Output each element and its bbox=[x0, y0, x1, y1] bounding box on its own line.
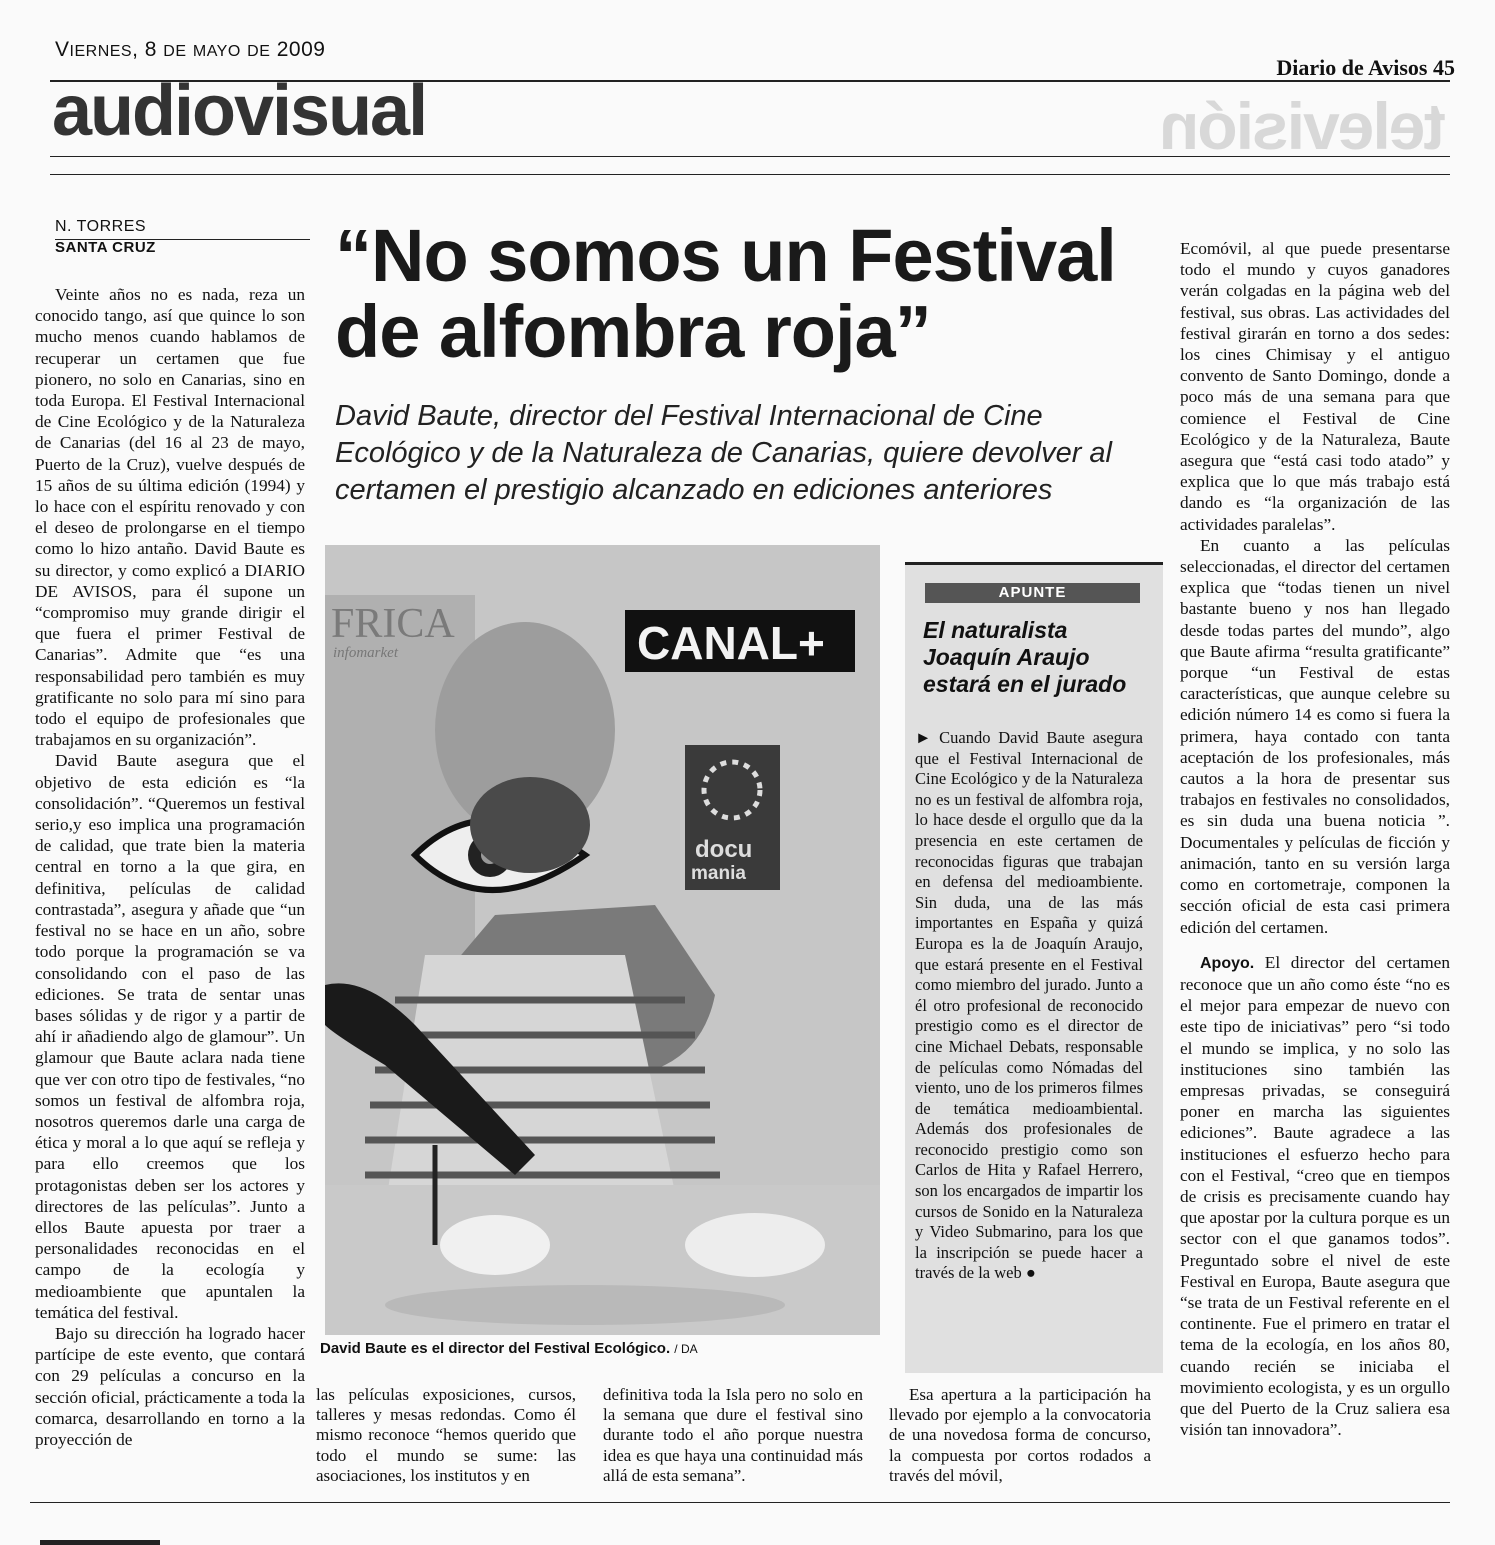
paragraph: Ecomóvil, al que puede presentarse todo el mundo y cuyos ganadores verán colgadas en la página web del festival, sus obras. Las actividades del festival girarán en torno a dos sedes: los cines Chimisay y el antiguo convento de Santo Domingo, donde a poco más de una semana para que comience el Festival de Cine Ecológico y de la Naturaleza, Baute asegura que “está casi todo atado” y explica que lo que más trabajo está dando es “la organización de las actividades paralelas”. bbox=[1180, 239, 1450, 534]
article-column-1 bbox=[35, 284, 305, 1450]
apoyo-text: El director del certamen reconoce que un año como éste “no es el mejor para empezar de nuevo con este tipo de iniciativas” pero “si todo el mundo se implica, y no solo las instituciones sino también las empresas privadas, se conseguirá poner en marcha las siguientes ediciones”. Baute agradece a las instituciones el esfuerzo hecho para con el Festival, “creo que en tiempos de crisis es precisamente cuando hay que apostar por la cultura porque es un sector con el que ganamos todos”. Preguntado sobre el nivel de este Festival en Europa, Baute asegura que “se trata de un Festival referente en el continente. Fue el primero en tratar el tema de la ecología, en los años 80, cuando recién se iniciaba el movimiento ecologista, y es un orgullo que del Puerto de la Cruz saliera esa visión tan innovadora”. bbox=[1180, 952, 1450, 1440]
issue-date: VIERNES, 8 DE MAYO DE 2009 bbox=[55, 38, 326, 61]
photo-brand-africa-sub: infomarket bbox=[333, 645, 398, 661]
section-rule-lower bbox=[50, 174, 1450, 175]
article-bottom-column-1: las películas exposiciones, cursos, talleres y mesas redondas. Como él mismo reconoce “hemos querido que todo el mundo se sume: las asociaciones, los institutos y en bbox=[316, 1385, 576, 1485]
paragraph: En cuanto a las películas seleccionadas, el director del certamen explica que “todas tienen un nivel bastante bueno y nos han llegado desde todas partes del mundo”, algo que Baute afirma “resulta gratificante” porque “un Festival de estas características, que aunque celebre su edición número 14 es como si fuera la primera, haya contado con tanta aceptación de los profesionales, más cautos a la hora de presentar sus trabajos en festivales no consolidados, es sin duda una buena noticia ”. Documentales y películas de ficción y animación, tanto en su versión larga como en cortometraje, componen la sección oficial de esta casi primera edición del certamen. bbox=[1180, 535, 1450, 937]
photo-brand-documania-1: docu bbox=[695, 836, 753, 863]
photo-brand-canal: CANAL+ bbox=[637, 617, 825, 669]
sidebar-tag: APUNTE bbox=[925, 583, 1140, 603]
photo-graphic bbox=[325, 545, 880, 1335]
footer-bar bbox=[40, 1540, 160, 1545]
photo-brand-africa: FRICA bbox=[331, 601, 455, 647]
footer-rule bbox=[30, 1502, 1450, 1503]
photo-david-baute bbox=[325, 545, 880, 1335]
byline-rule bbox=[55, 239, 310, 240]
byline-author: N. TORRES bbox=[55, 218, 147, 235]
article-bottom-column-3: Esa apertura a la participación ha llevado por ejemplo a la convocatoria de una novedosa forma de concurso, la compuesta por cortos rodados a través del móvil, bbox=[889, 1385, 1151, 1485]
photo-credit: / DA bbox=[674, 1342, 698, 1356]
subheadline: David Baute, director del Festival Internacional de Cine Ecológico y de la Naturaleza de Canarias, quiere devolver al certamen el prestigio alcanzado en ediciones anteriores bbox=[335, 400, 1112, 506]
paragraph: David Baute asegura que el objetivo de esta edición es “la consolidación”. “Queremos un festival serio,y eso implica una programación de calidad, que trate bien la materia central en torno a la que gira, en definitiva, películas de calidad contrastada”, asegura y añade que “un festival no se hace en un año, sobre todo porque la programación se va consolidando con el paso de las ediciones. Se trata de sentar unas bases sólidas y de rigor y a partir de ahí ir añadiendo algo de glamour”. Un glamour que Baute aclara nada tiene que ver con otro tipo de festivales, “no somos un festival de alfombra roja, nosotros queremos darle una carga de ética y moral a lo que aquí se refleja y para ello creemos que los protagonistas deben ser los actores y directores de las películas”. Junto a ellos Baute apuesta por traer a personalidades reconocidas en el campo de la ecología y medioambiente que apuntalen la temática del festival. bbox=[35, 751, 305, 1322]
apoyo-label: Apoyo. bbox=[1200, 954, 1255, 972]
sidebar-apunte bbox=[905, 562, 1163, 1373]
section-rule bbox=[50, 156, 1450, 157]
sidebar-body: ► Cuando David Baute asegura que el Festival Internacional de Cine Ecológico y de la Naturaleza no es un festival de alfombra roja, lo hace desde el orgullo que da la presencia en este certamen de reconocidas figuras que trabajan en defensa del medioambiente. Sin duda, una de las más importantes en España y quizá Europa es la de Joaquín Araujo, que estará presente en el Festival como miembro del jurado. Junto a él otro profesional de reconocido prestigio como es el director de cine Michael Debats, responsable de películas como Nómadas del viento, uno de los primeros filmes de temática medioambiental. Además dos profesionales de reconocido prestigio como son Carlos de Hita y Rafael Herrero, son los encargados de impartir los cursos de Sonido en la Naturaleza y Video Submarino, para los que la inscripción se puede hacer a través de la web ● bbox=[915, 728, 1143, 1283]
byline-place: SANTA CRUZ bbox=[55, 239, 156, 256]
headline: “No somos un Festival de alfombra roja” bbox=[335, 214, 1116, 373]
paragraph-apoyo bbox=[1180, 952, 1450, 1441]
article-column-4 bbox=[1180, 238, 1450, 1440]
bleed-through-section-title: televisión bbox=[1160, 89, 1445, 163]
photo-brand-documania-2: mania bbox=[691, 863, 746, 884]
photo-caption: David Baute es el director del Festival Ecológico. / DA bbox=[320, 1340, 698, 1357]
paragraph: Veinte años no es nada, reza un conocido tango, así que quince lo son mucho menos cuando hablamos de recuperar un certamen que fue pionero, no solo en Canarias, sino en toda Europa. El Festival Internacional de Cine Ecológico y de la Naturaleza de Canarias (del 16 al 23 de mayo, Puerto de la Cruz), vuelve después de 15 años de su última edición (1994) y lo hace con el espíritu renovado y con el deseo de prolongarse en el tiempo como lo hizo antaño. David Baute es su director, y como explicó a DIARIO DE AVISOS, para él supone un “compromiso muy grande dirigir el que fuera el primer Festival de Canarias”. Admite que “es una responsabilidad pero también es muy gratificante no solo para mí sino para todo el equipo de profesionales que trabajamos en su organización”. bbox=[35, 285, 305, 750]
paper-name-page-number: Diario de Avisos 45 bbox=[1276, 55, 1455, 80]
article-bottom-column-2: definitiva toda la Isla pero no solo en la semana que dure el festival sino durante todo el año porque nuestra idea es que haya una continuidad más allá de esta semana”. bbox=[603, 1385, 863, 1485]
section-title: audiovisual bbox=[52, 71, 427, 151]
paragraph: Bajo su dirección ha logrado hacer partícipe de este evento, que contará con 29 películas a concurso en la sección oficial, prácticamente a toda la comarca, desarrollando en torno a la proyección de bbox=[35, 1323, 305, 1449]
sidebar-title: El naturalista Joaquín Araujo estará en el jurado bbox=[923, 617, 1127, 697]
